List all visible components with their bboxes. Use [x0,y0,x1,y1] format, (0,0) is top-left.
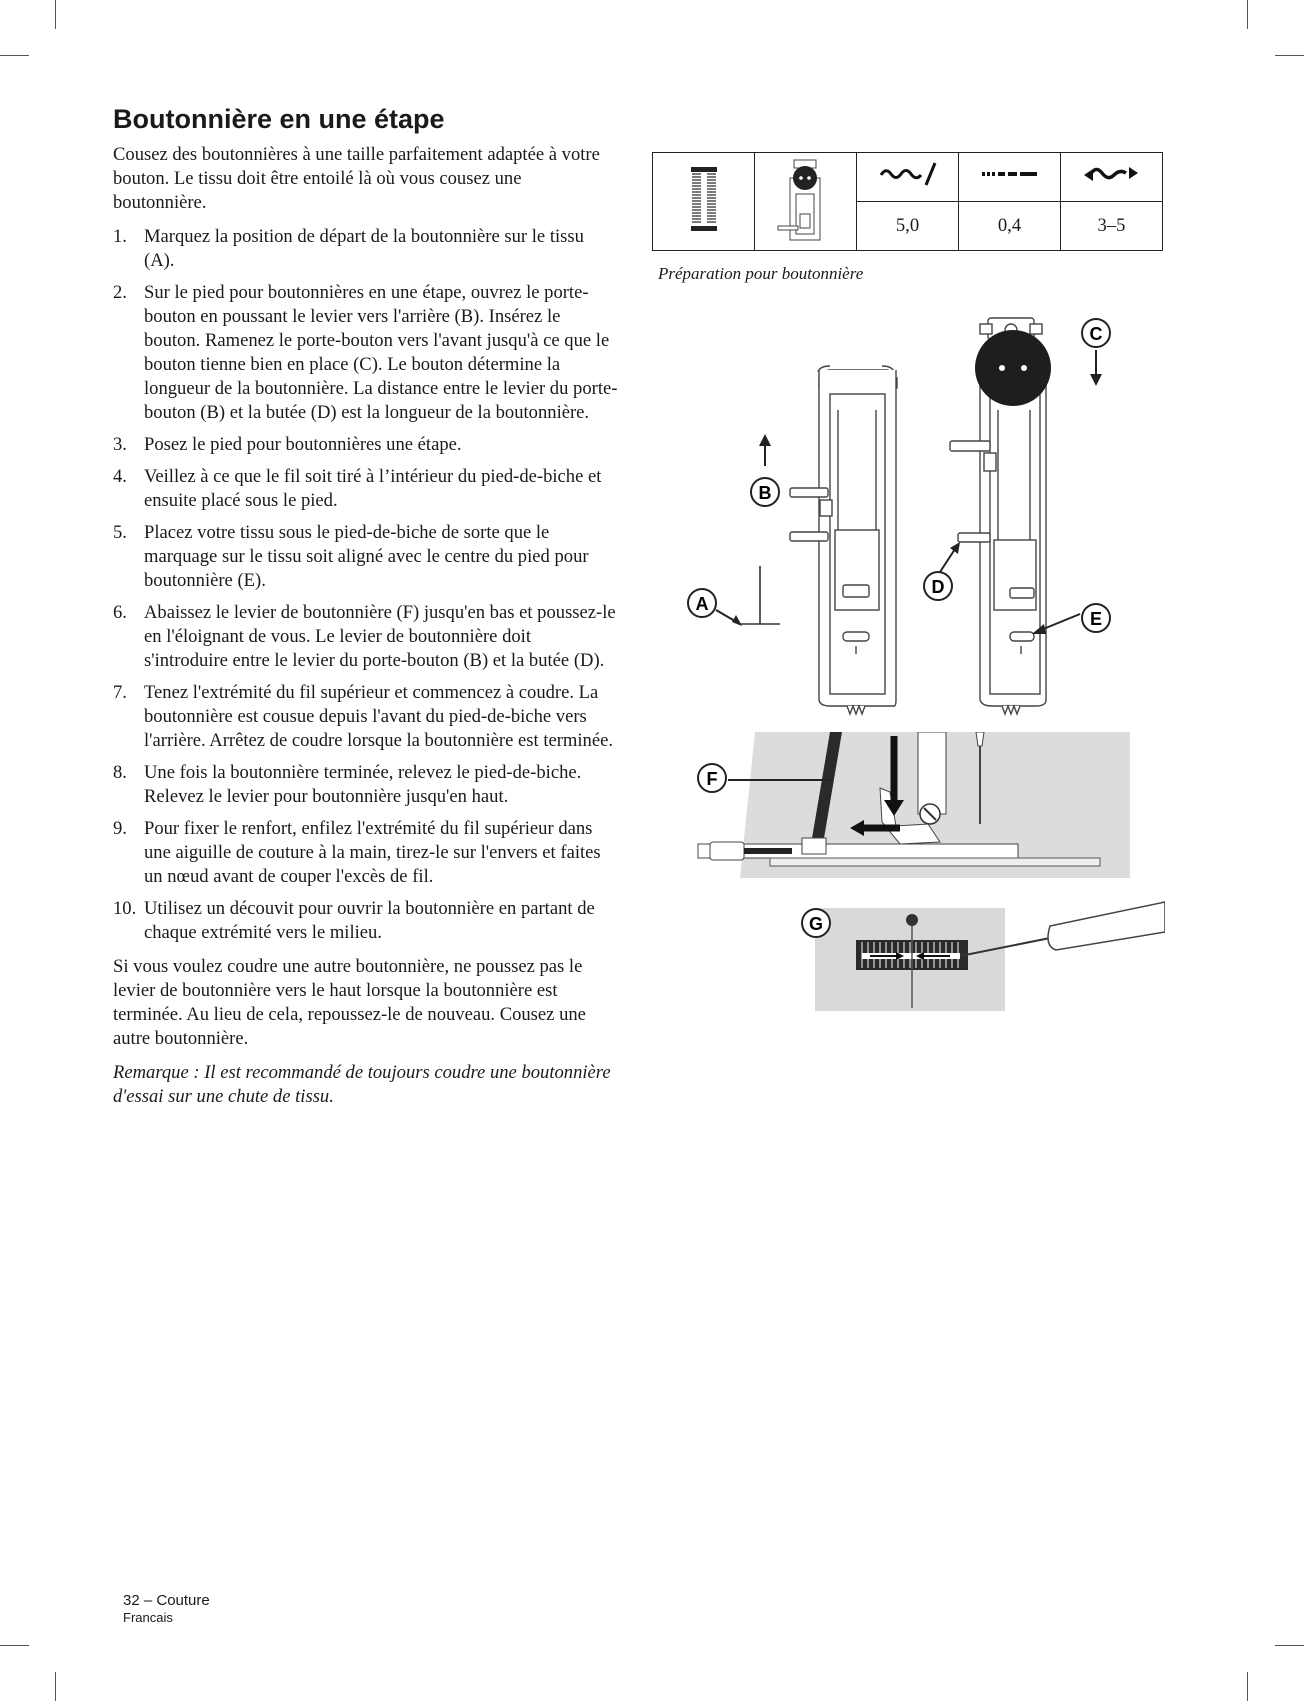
list-item [113,465,618,513]
step-number: 1. [113,226,127,247]
step-number: 2. [113,282,127,303]
step-text: Abaissez le levier de boutonnière (F) jusqu'en bas et poussez-le en l'éloignant de vous. Le levier de boutonnière doit s'introduire entre le levier du porte-bouton (B) et la butée (D). [144,602,616,671]
thread-tension-icon [1082,159,1142,189]
step-number: 9. [113,818,127,839]
crop-mark [0,1645,29,1646]
crop-mark [1275,1645,1304,1646]
label-c [1082,319,1110,347]
page-footer [123,1592,210,1626]
step-number: 5. [113,522,127,543]
step-text: Utilisez un découvit pour ouvrir la boutonnière en partant de chaque extrémité vers le milieu. [144,898,595,943]
list-item [113,601,618,673]
step-number: 7. [113,682,127,703]
stitch-width-value: 5,0 [857,202,959,251]
stitch-length-icon-cell [959,153,1061,202]
crop-mark [0,55,29,56]
buttonhole-stitch-icon [689,164,719,234]
label-c-text: C [1089,324,1103,344]
step-text: Marquez la position de départ de la boutonnière sur le tissu (A). [144,226,584,271]
label-d-text: D [931,577,945,597]
label-b [751,478,779,506]
crop-mark [55,0,56,29]
label-f-text: F [706,769,718,789]
page-title: Boutonnière en une étape [113,104,445,134]
label-g [802,909,830,937]
crop-mark [1275,55,1304,56]
crop-mark [55,1672,56,1701]
label-f [698,764,726,792]
step-number: 8. [113,762,127,783]
list-item [113,817,618,889]
settings-table [652,152,1163,251]
list-item [113,897,618,945]
step-text: Sur le pied pour boutonnières en une étape, ouvrez le porte-bouton en poussant le levier vers l'arrière (B). Insérez le bouton. Ramenez le porte-bouton vers l'avant jusqu'à ce que le bouton tienne bien en place (C). Le bouton détermine la longueur de la boutonnière. La distance entre le levier du porte-bouton (B) et la butée (D) est la longueur de la boutonnière. [144,282,618,423]
label-b-text: B [758,483,772,503]
thread-tension-icon-cell [1061,153,1163,202]
step-text: Une fois la boutonnière terminée, relevez le pied-de-biche. Relevez le levier pour boutonnière jusqu'en haut. [144,762,582,807]
step-number: 6. [113,602,127,623]
step-text: Veillez à ce que le fil soit tiré à l’intérieur du pied-de-biche et ensuite placé sous le pied. [144,466,602,511]
buttonhole-foot-cell [755,153,857,251]
list-item [113,761,618,809]
thread-tension-value: 3–5 [1061,202,1163,251]
table-caption: Préparation pour boutonnière [658,264,864,283]
buttonhole-foot-illustration [680,310,1140,730]
step-number: 10. [113,898,137,919]
instructions-column [113,143,618,1119]
list-item [113,521,618,593]
label-a [688,589,716,617]
label-d [924,572,952,600]
list-item [113,225,618,273]
button-icon [975,330,1051,406]
step-number: 3. [113,434,127,455]
page-number: 32 – Couture [123,1592,210,1609]
crop-mark [1247,0,1248,29]
step-text: Tenez l'extrémité du fil supérieur et commencez à coudre. La boutonnière est cousue depuis l'avant du pied-de-biche vers l'arrière. Arrêtez de coudre lorsque la boutonnière est terminée. [144,682,614,751]
seam-ripper-illustration [800,898,1165,1013]
intro-paragraph: Cousez des boutonnières à une taille parfaitement adaptée à votre bouton. Le tissu doit être entoilé là où vous cousez une boutonnière. [113,144,600,213]
buttonhole-lever-illustration [690,732,1130,880]
list-item [113,281,618,425]
list-item [113,433,618,457]
stitch-length-value: 0,4 [959,202,1061,251]
stitch-width-icon [878,159,938,189]
label-e-text: E [1089,609,1103,629]
buttonhole-stitch-cell [653,153,755,251]
label-g-text: G [808,914,824,934]
label-e [1082,604,1110,632]
step-number: 4. [113,466,127,487]
stitch-length-icon [980,159,1040,189]
note-paragraph: Remarque : Il est recommandé de toujours coudre une boutonnière d'essai sur une chute de tissu. [113,1062,611,1107]
label-a-text: A [695,594,709,614]
crop-mark [1247,1672,1248,1701]
buttonhole-foot-icon [776,154,836,244]
list-item [113,681,618,753]
step-text: Posez le pied pour boutonnières une étape. [144,434,462,455]
after-paragraph: Si vous voulez coudre une autre boutonnière, ne poussez pas le levier de boutonnière vers le haut lorsque la boutonnière est terminée. Au lieu de cela, repoussez-le de nouveau. Cousez une autre boutonnière. [113,956,586,1049]
steps-list [113,225,618,945]
left-presser-foot [790,366,897,714]
footer-language: Francais [123,1610,173,1625]
stitch-width-icon-cell [857,153,959,202]
step-text: Placez votre tissu sous le pied-de-biche de sorte que le marquage sur le tissu soit aligné avec le centre du pied pour boutonnière (E). [144,522,589,591]
step-text: Pour fixer le renfort, enfilez l'extrémité du fil supérieur dans une aiguille de couture à la main, tirez-le sur l'envers et faites un nœud avant de couper l'excès de fil. [144,818,601,887]
